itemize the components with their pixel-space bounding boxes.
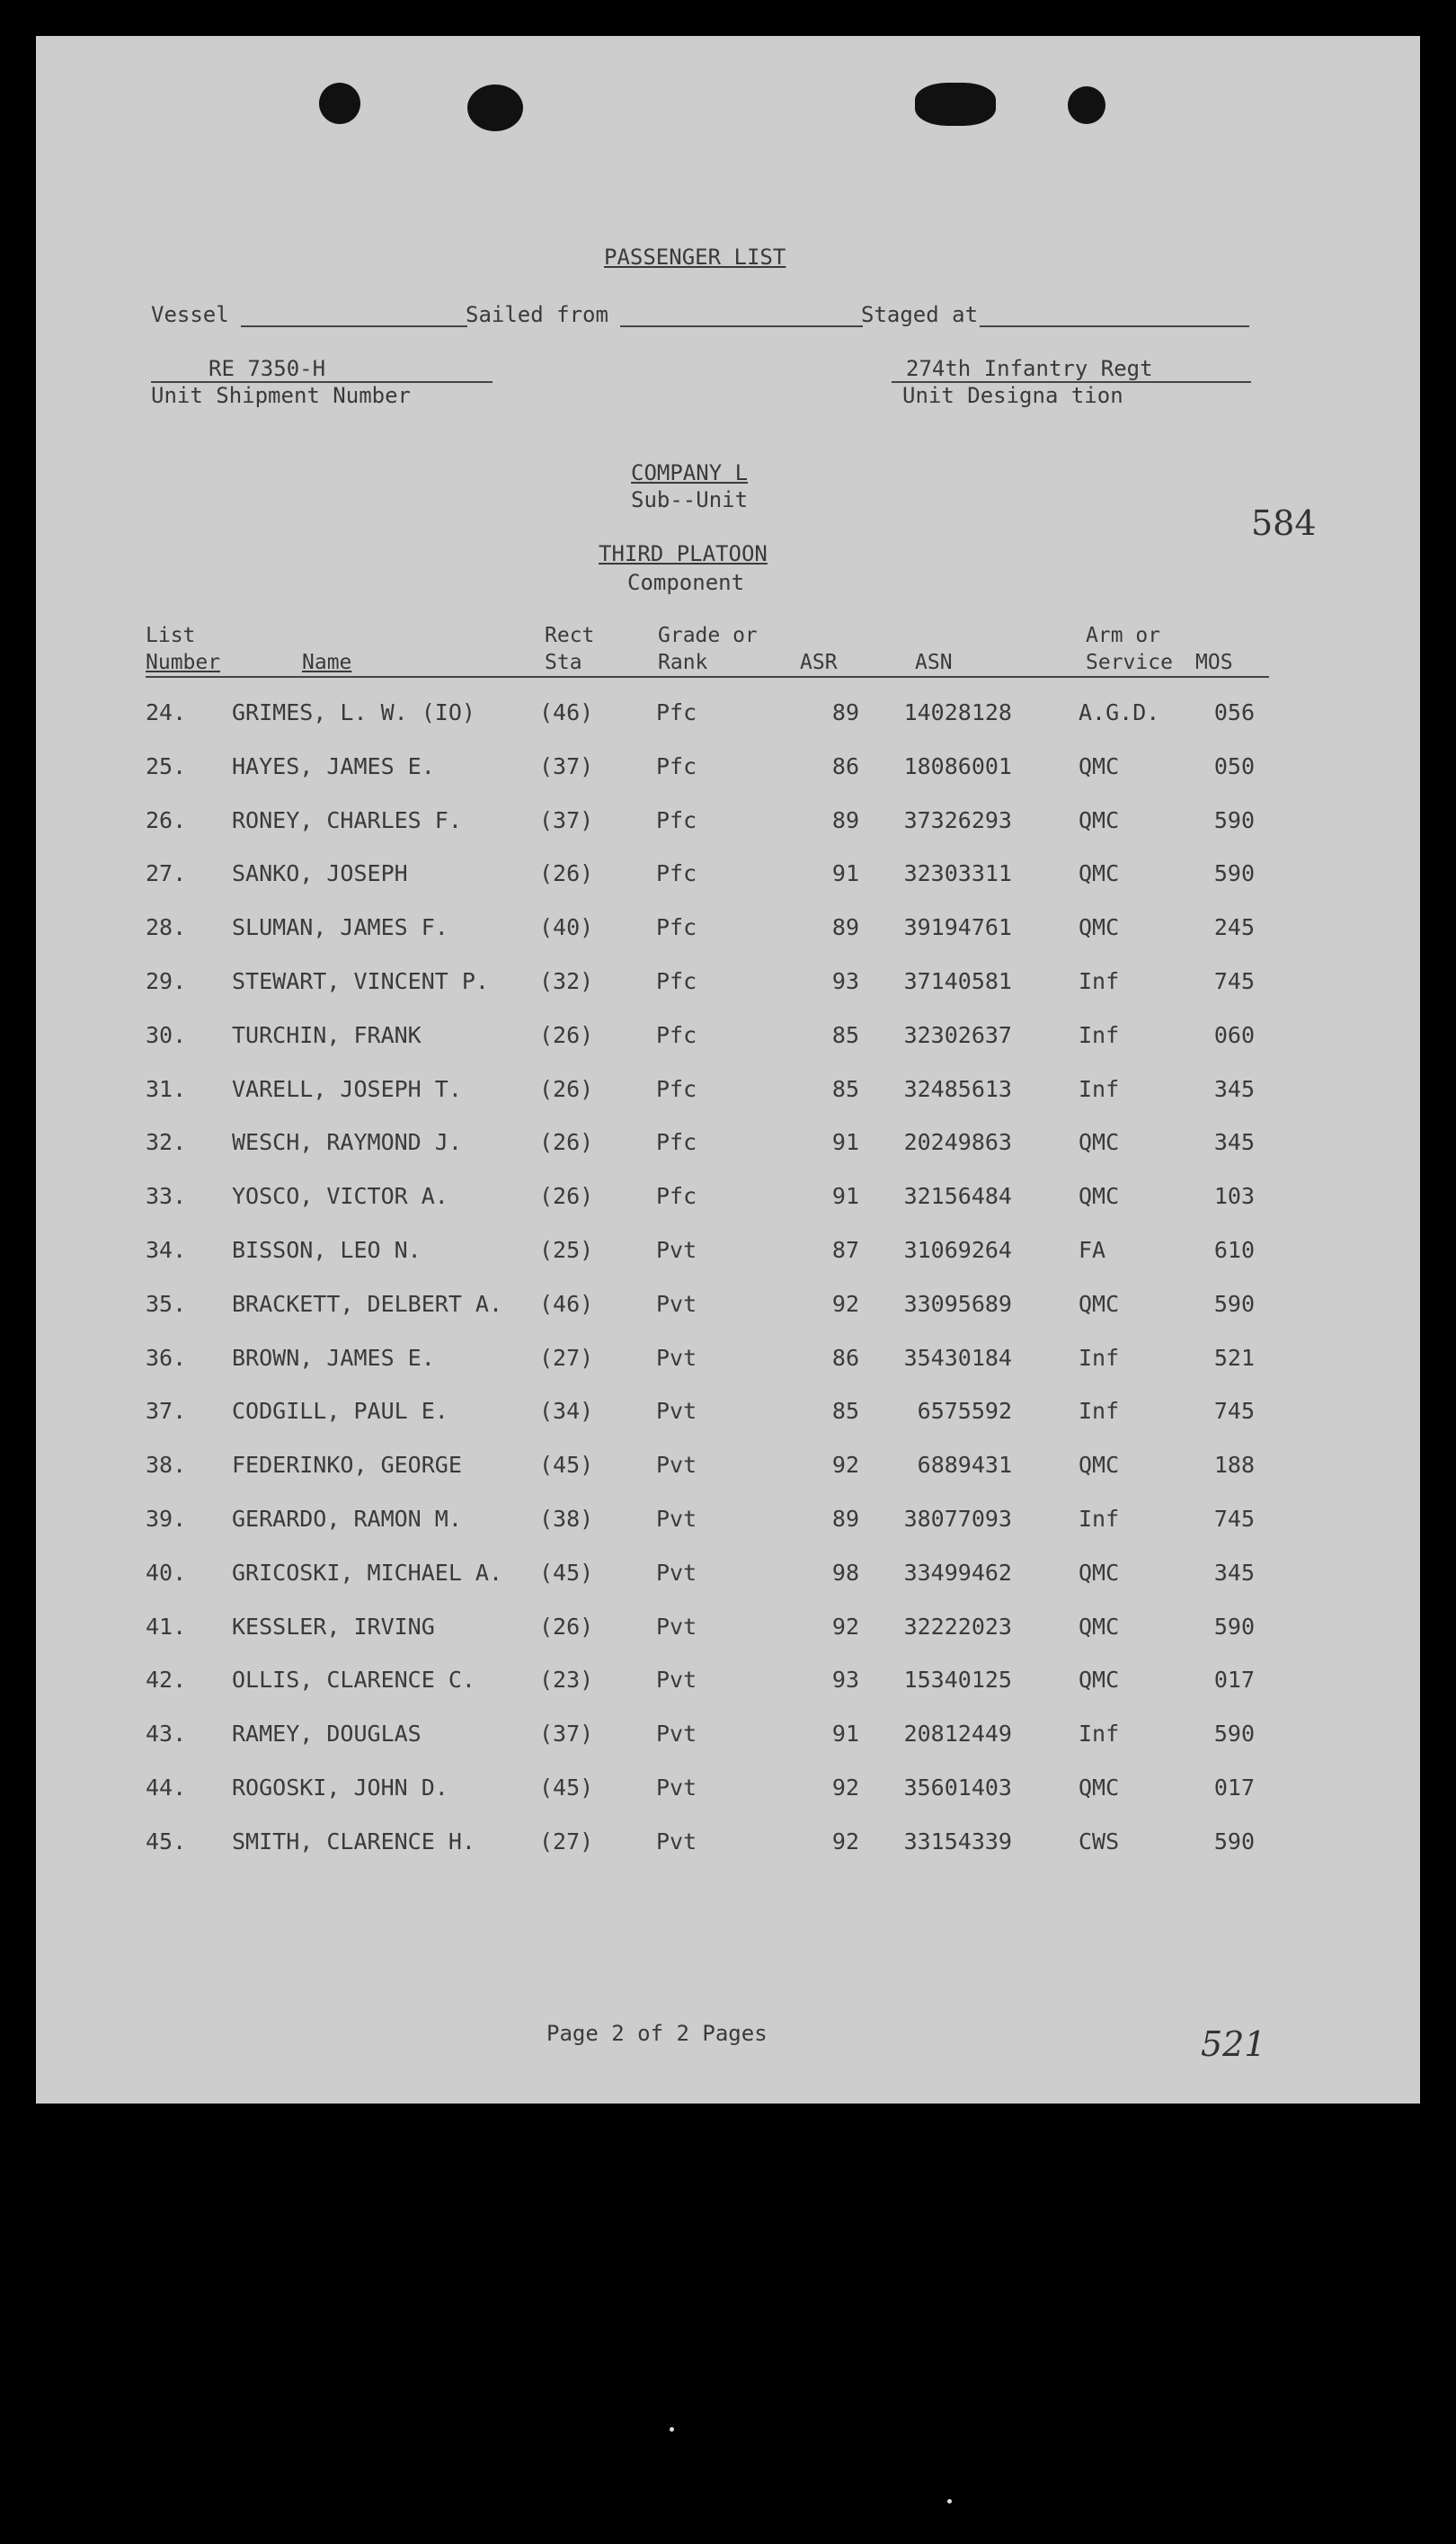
cell-asr: 86: [831, 1344, 859, 1371]
cell-num: 37.: [146, 1398, 187, 1425]
cell-rank: Pvt: [656, 1721, 697, 1748]
cell-rank: Pfc: [656, 860, 697, 887]
cell-sta: (26): [539, 1183, 594, 1210]
cell-num: 29.: [146, 968, 187, 994]
cell-sta: (25): [539, 1237, 594, 1263]
staged-at-label: Staged at: [861, 302, 979, 327]
cell-mos: 745: [1213, 1506, 1255, 1532]
cell-name: CODGILL, PAUL E.: [232, 1398, 448, 1425]
staged-at-blank: [980, 325, 1249, 327]
punch-hole: [915, 83, 996, 126]
cell-rank: Pvt: [656, 1237, 697, 1263]
cell-asr: 89: [831, 914, 859, 941]
cell-asn: 33095689: [903, 1290, 1012, 1317]
cell-rank: Pfc: [656, 968, 697, 994]
cell-arm: CWS: [1079, 1828, 1120, 1855]
cell-name: GRICOSKI, MICHAEL A.: [232, 1559, 503, 1586]
cell-sta: (27): [539, 1344, 594, 1371]
cell-arm: QMC: [1079, 806, 1120, 833]
cell-arm: Inf: [1079, 1721, 1120, 1748]
cell-arm: QMC: [1079, 1559, 1120, 1586]
handwritten-number-top: 584: [1251, 503, 1317, 543]
sub-unit-label: Sub--Unit: [631, 487, 749, 512]
cell-mos: 590: [1213, 1721, 1255, 1748]
cell-mos: 590: [1213, 1290, 1255, 1317]
cell-asn: 32303311: [903, 860, 1012, 887]
cell-rank: Pfc: [656, 1183, 697, 1210]
cell-sta: (45): [539, 1775, 594, 1801]
document-page: [36, 36, 1420, 2104]
cell-name: BROWN, JAMES E.: [232, 1344, 435, 1371]
cell-asr: 86: [831, 752, 859, 779]
cell-num: 24.: [146, 699, 187, 725]
component-label: Component: [627, 570, 745, 595]
cell-name: YOSCO, VICTOR A.: [232, 1183, 448, 1210]
cell-sta: (45): [539, 1559, 594, 1586]
cell-asr: 87: [831, 1237, 859, 1263]
page-footer: Page 2 of 2 Pages: [546, 2021, 768, 2046]
cell-asn: 32222023: [903, 1613, 1012, 1640]
cell-rank: Pvt: [656, 1290, 697, 1317]
cell-asr: 91: [831, 1129, 859, 1156]
cell-num: 33.: [146, 1183, 187, 1210]
cell-num: 26.: [146, 806, 187, 833]
cell-name: STEWART, VINCENT P.: [232, 968, 489, 994]
cell-rank: Pvt: [656, 1828, 697, 1855]
cell-mos: 103: [1213, 1183, 1255, 1210]
cell-asr: 91: [831, 860, 859, 887]
cell-sta: (34): [539, 1398, 594, 1425]
cell-name: HAYES, JAMES E.: [232, 752, 435, 779]
cell-asn: 20249863: [903, 1129, 1012, 1156]
cell-mos: 745: [1213, 1398, 1255, 1425]
cell-name: OLLIS, CLARENCE C.: [232, 1667, 475, 1694]
cell-mos: 590: [1213, 1828, 1255, 1855]
cell-asn: 20812449: [903, 1721, 1012, 1748]
cell-num: 38.: [146, 1452, 187, 1479]
handwritten-number-bottom: 521: [1201, 2024, 1266, 2064]
sailed-from-blank: [620, 325, 863, 327]
cell-mos: 017: [1213, 1775, 1255, 1801]
cell-rank: Pvt: [656, 1398, 697, 1425]
cell-asr: 92: [831, 1290, 859, 1317]
cell-mos: 345: [1213, 1559, 1255, 1586]
col-name: Name: [302, 651, 352, 674]
cell-arm: QMC: [1079, 914, 1120, 941]
cell-arm: Inf: [1079, 968, 1120, 994]
cell-num: 34.: [146, 1237, 187, 1263]
cell-name: KESSLER, IRVING: [232, 1613, 435, 1640]
cell-arm: QMC: [1079, 1290, 1120, 1317]
cell-asn: 32485613: [903, 1075, 1012, 1102]
col-rect-sta: Rect Sta: [545, 624, 595, 674]
vessel-label: Vessel: [151, 302, 229, 327]
cell-arm: QMC: [1079, 1129, 1120, 1156]
shipment-number: RE 7350-H: [209, 356, 326, 381]
col-asr: ASR: [800, 651, 838, 674]
cell-asr: 93: [831, 1667, 859, 1694]
cell-arm: Inf: [1079, 1344, 1120, 1371]
cell-rank: Pvt: [656, 1775, 697, 1801]
cell-sta: (26): [539, 1613, 594, 1640]
cell-mos: 590: [1213, 806, 1255, 833]
sailed-from-label: Sailed from: [466, 302, 608, 327]
cell-asn: 6889431: [917, 1452, 1012, 1479]
cell-rank: Pfc: [656, 914, 697, 941]
cell-asn: 37140581: [903, 968, 1012, 994]
col-list-number: List Number: [146, 624, 221, 674]
cell-sta: (26): [539, 860, 594, 887]
cell-asn: 33154339: [903, 1828, 1012, 1855]
cell-asn: 18086001: [903, 752, 1012, 779]
cell-asr: 91: [831, 1721, 859, 1748]
cell-num: 25.: [146, 752, 187, 779]
cell-name: BISSON, LEO N.: [232, 1237, 422, 1263]
cell-name: VARELL, JOSEPH T.: [232, 1075, 462, 1102]
cell-rank: Pfc: [656, 752, 697, 779]
cell-num: 30.: [146, 1021, 187, 1048]
cell-sta: (26): [539, 1021, 594, 1048]
cell-sta: (37): [539, 1721, 594, 1748]
cell-asr: 85: [831, 1021, 859, 1048]
punch-hole: [467, 85, 523, 131]
cell-num: 45.: [146, 1828, 187, 1855]
cell-name: BRACKETT, DELBERT A.: [232, 1290, 503, 1317]
cell-rank: Pfc: [656, 699, 697, 725]
cell-mos: 345: [1213, 1075, 1255, 1102]
cell-name: SMITH, CLARENCE H.: [232, 1828, 475, 1855]
cell-asr: 92: [831, 1775, 859, 1801]
col-grade-rank: Grade or Rank: [658, 624, 758, 674]
scan-speck: [670, 2427, 674, 2432]
cell-asr: 89: [831, 699, 859, 725]
cell-asr: 93: [831, 968, 859, 994]
sub-unit: COMPANY L: [631, 460, 749, 485]
document-title: PASSENGER LIST: [604, 245, 786, 270]
cell-asr: 85: [831, 1398, 859, 1425]
cell-mos: 017: [1213, 1667, 1255, 1694]
cell-sta: (46): [539, 1290, 594, 1317]
cell-rank: Pvt: [656, 1344, 697, 1371]
cell-mos: 521: [1213, 1344, 1255, 1371]
cell-name: GERARDO, RAMON M.: [232, 1506, 462, 1532]
cell-sta: (37): [539, 806, 594, 833]
cell-name: SLUMAN, JAMES F.: [232, 914, 448, 941]
cell-arm: QMC: [1079, 1183, 1120, 1210]
cell-arm: Inf: [1079, 1506, 1120, 1532]
cell-arm: FA: [1079, 1237, 1106, 1263]
cell-num: 31.: [146, 1075, 187, 1102]
cell-num: 44.: [146, 1775, 187, 1801]
cell-sta: (45): [539, 1452, 594, 1479]
cell-asn: 6575592: [917, 1398, 1012, 1425]
cell-name: WESCH, RAYMOND J.: [232, 1129, 462, 1156]
cell-num: 43.: [146, 1721, 187, 1748]
cell-sta: (26): [539, 1075, 594, 1102]
cell-name: TURCHIN, FRANK: [232, 1021, 422, 1048]
cell-sta: (37): [539, 752, 594, 779]
cell-asr: 98: [831, 1559, 859, 1586]
cell-arm: Inf: [1079, 1075, 1120, 1102]
cell-sta: (26): [539, 1129, 594, 1156]
cell-asr: 92: [831, 1452, 859, 1479]
cell-arm: Inf: [1079, 1021, 1120, 1048]
cell-num: 35.: [146, 1290, 187, 1317]
cell-asn: 37326293: [903, 806, 1012, 833]
cell-mos: 345: [1213, 1129, 1255, 1156]
cell-asn: 32156484: [903, 1183, 1012, 1210]
cell-name: FEDERINKO, GEORGE: [232, 1452, 462, 1479]
cell-arm: A.G.D.: [1079, 699, 1160, 725]
cell-arm: QMC: [1079, 860, 1120, 887]
cell-arm: QMC: [1079, 1452, 1120, 1479]
cell-sta: (23): [539, 1667, 594, 1694]
cell-num: 39.: [146, 1506, 187, 1532]
cell-asr: 89: [831, 806, 859, 833]
cell-name: SANKO, JOSEPH: [232, 860, 408, 887]
unit-designation-label: Unit Designa tion: [902, 383, 1123, 408]
cell-mos: 050: [1213, 752, 1255, 779]
cell-sta: (32): [539, 968, 594, 994]
cell-sta: (46): [539, 699, 594, 725]
cell-asn: 35430184: [903, 1344, 1012, 1371]
cell-sta: (27): [539, 1828, 594, 1855]
cell-rank: Pvt: [656, 1613, 697, 1640]
cell-asr: 92: [831, 1828, 859, 1855]
cell-rank: Pfc: [656, 1021, 697, 1048]
cell-rank: Pfc: [656, 1075, 697, 1102]
punch-hole: [1068, 86, 1105, 124]
cell-rank: Pvt: [656, 1506, 697, 1532]
cell-arm: QMC: [1079, 1775, 1120, 1801]
cell-asn: 33499462: [903, 1559, 1012, 1586]
cell-asn: 38077093: [903, 1506, 1012, 1532]
cell-mos: 060: [1213, 1021, 1255, 1048]
cell-arm: QMC: [1079, 1667, 1120, 1694]
cell-num: 32.: [146, 1129, 187, 1156]
cell-mos: 056: [1213, 699, 1255, 725]
col-mos: MOS: [1195, 651, 1233, 674]
col-arm-service: Arm or Service: [1086, 624, 1173, 674]
cell-rank: Pvt: [656, 1559, 697, 1586]
shipment-number-label: Unit Shipment Number: [151, 383, 411, 408]
cell-name: GRIMES, L. W. (IO): [232, 699, 475, 725]
cell-name: ROGOSKI, JOHN D.: [232, 1775, 448, 1801]
cell-name: RONEY, CHARLES F.: [232, 806, 462, 833]
cell-mos: 590: [1213, 860, 1255, 887]
vessel-blank: [241, 325, 467, 327]
cell-arm: QMC: [1079, 752, 1120, 779]
cell-num: 36.: [146, 1344, 187, 1371]
header-underline: [146, 676, 1269, 678]
cell-sta: (40): [539, 914, 594, 941]
scan-speck: [947, 2499, 952, 2504]
cell-arm: QMC: [1079, 1613, 1120, 1640]
cell-sta: (38): [539, 1506, 594, 1532]
cell-rank: Pvt: [656, 1667, 697, 1694]
cell-asr: 91: [831, 1183, 859, 1210]
col-asn: ASN: [915, 651, 953, 674]
cell-mos: 610: [1213, 1237, 1255, 1263]
cell-mos: 745: [1213, 968, 1255, 994]
cell-asn: 39194761: [903, 914, 1012, 941]
cell-mos: 590: [1213, 1613, 1255, 1640]
punch-hole: [319, 83, 360, 124]
cell-mos: 245: [1213, 914, 1255, 941]
component: THIRD PLATOON: [599, 541, 768, 566]
cell-asn: 35601403: [903, 1775, 1012, 1801]
cell-num: 40.: [146, 1559, 187, 1586]
cell-asn: 31069264: [903, 1237, 1012, 1263]
cell-num: 41.: [146, 1613, 187, 1640]
unit-designation: 274th Infantry Regt: [906, 356, 1153, 381]
cell-asn: 14028128: [903, 699, 1012, 725]
cell-asn: 15340125: [903, 1667, 1012, 1694]
cell-asr: 92: [831, 1613, 859, 1640]
cell-asr: 85: [831, 1075, 859, 1102]
cell-rank: Pvt: [656, 1452, 697, 1479]
cell-rank: Pfc: [656, 1129, 697, 1156]
cell-num: 27.: [146, 860, 187, 887]
cell-num: 42.: [146, 1667, 187, 1694]
cell-rank: Pfc: [656, 806, 697, 833]
cell-arm: Inf: [1079, 1398, 1120, 1425]
cell-asn: 32302637: [903, 1021, 1012, 1048]
cell-asr: 89: [831, 1506, 859, 1532]
cell-name: RAMEY, DOUGLAS: [232, 1721, 422, 1748]
cell-mos: 188: [1213, 1452, 1255, 1479]
cell-num: 28.: [146, 914, 187, 941]
